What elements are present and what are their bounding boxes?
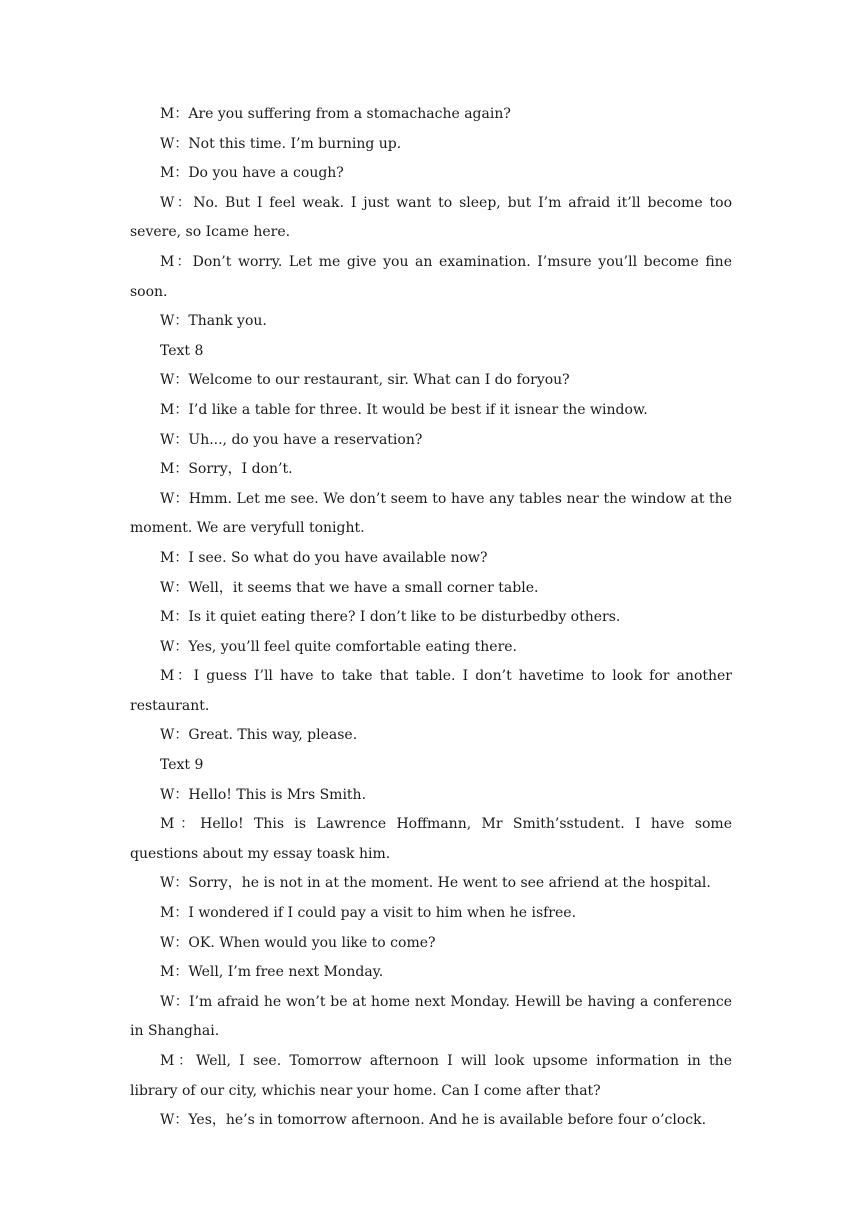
dialogue-line: W：Sorry，he is not in at the moment. He went to see afriend at the hospital. — [160, 875, 711, 892]
section-heading: Text 9 — [160, 757, 204, 774]
dialogue-line: W：Yes，he’s in tomorrow afternoon. And he is available before four o’clock. — [160, 1112, 707, 1129]
dialogue-line: W：Not this time. I’m burning up. — [160, 135, 402, 152]
dialogue-line: M：Well, I see. Tomorrow afternoon I will look upsome information in the library of our city, whichis near your home. Can I come after that? — [130, 1053, 732, 1099]
dialogue-line: W：No. But I feel weak. I just want to sleep, but I’m afraid it’ll become too severe, so Icame here. — [130, 194, 732, 241]
dialogue-line: W：Well，it seems that we have a small corner table. — [160, 579, 539, 596]
dialogue-line: M：Well, I’m free next Monday. — [160, 964, 384, 981]
dialogue-line: W：Yes, you’ll feel quite comfortable eating there. — [160, 638, 518, 655]
dialogue-line: W：Thank you. — [160, 313, 267, 330]
dialogue-line: M：Sorry，I don’t. — [160, 461, 293, 478]
dialogue-line: W：Hello! This is Mrs Smith. — [160, 786, 367, 803]
dialogue-line: W：Uh..., do you have a reservation? — [160, 431, 423, 448]
dialogue-line: M：Don’t worry. Let me give you an examination. I’msure you’ll become fine soon. — [130, 253, 732, 300]
dialogue-line: W：I’m afraid he won’t be at home next Monday. Hewill be having a conference in Shanghai. — [130, 993, 732, 1040]
dialogue-line: M：Do you have a cough? — [160, 165, 344, 182]
dialogue-line: W：Great. This way, please. — [160, 727, 358, 744]
dialogue-text — [130, 100, 732, 1136]
dialogue-line: M：Are you suffering from a stomachache again? — [160, 106, 511, 122]
dialogue-line: M：I guess I’ll have to take that table. I don’t havetime to look for another restaurant. — [130, 668, 732, 714]
dialogue-line: M：I wondered if I could pay a visit to him when he isfree. — [160, 905, 577, 922]
dialogue-line: M：I see. So what do you have available now? — [160, 549, 488, 566]
section-heading: Text 8 — [160, 342, 204, 359]
dialogue-line: M：I’d like a table for three. It would be best if it isnear the window. — [160, 401, 648, 418]
dialogue-line: M：Hello! This is Lawrence Hoffmann, Mr Smith’sstudent. I have some questions about my essay toask him. — [130, 816, 732, 862]
dialogue-line: W：Welcome to our restaurant, sir. What can I do foryou? — [160, 372, 570, 389]
dialogue-line: M：Is it quiet eating there? I don’t like to be disturbedby others. — [160, 609, 621, 626]
dialogue-line: W：OK. When would you like to come? — [160, 934, 436, 951]
dialogue-line: W：Hmm. Let me see. We don’t seem to have any tables near the window at the moment. We are veryfull tonight. — [130, 490, 732, 537]
